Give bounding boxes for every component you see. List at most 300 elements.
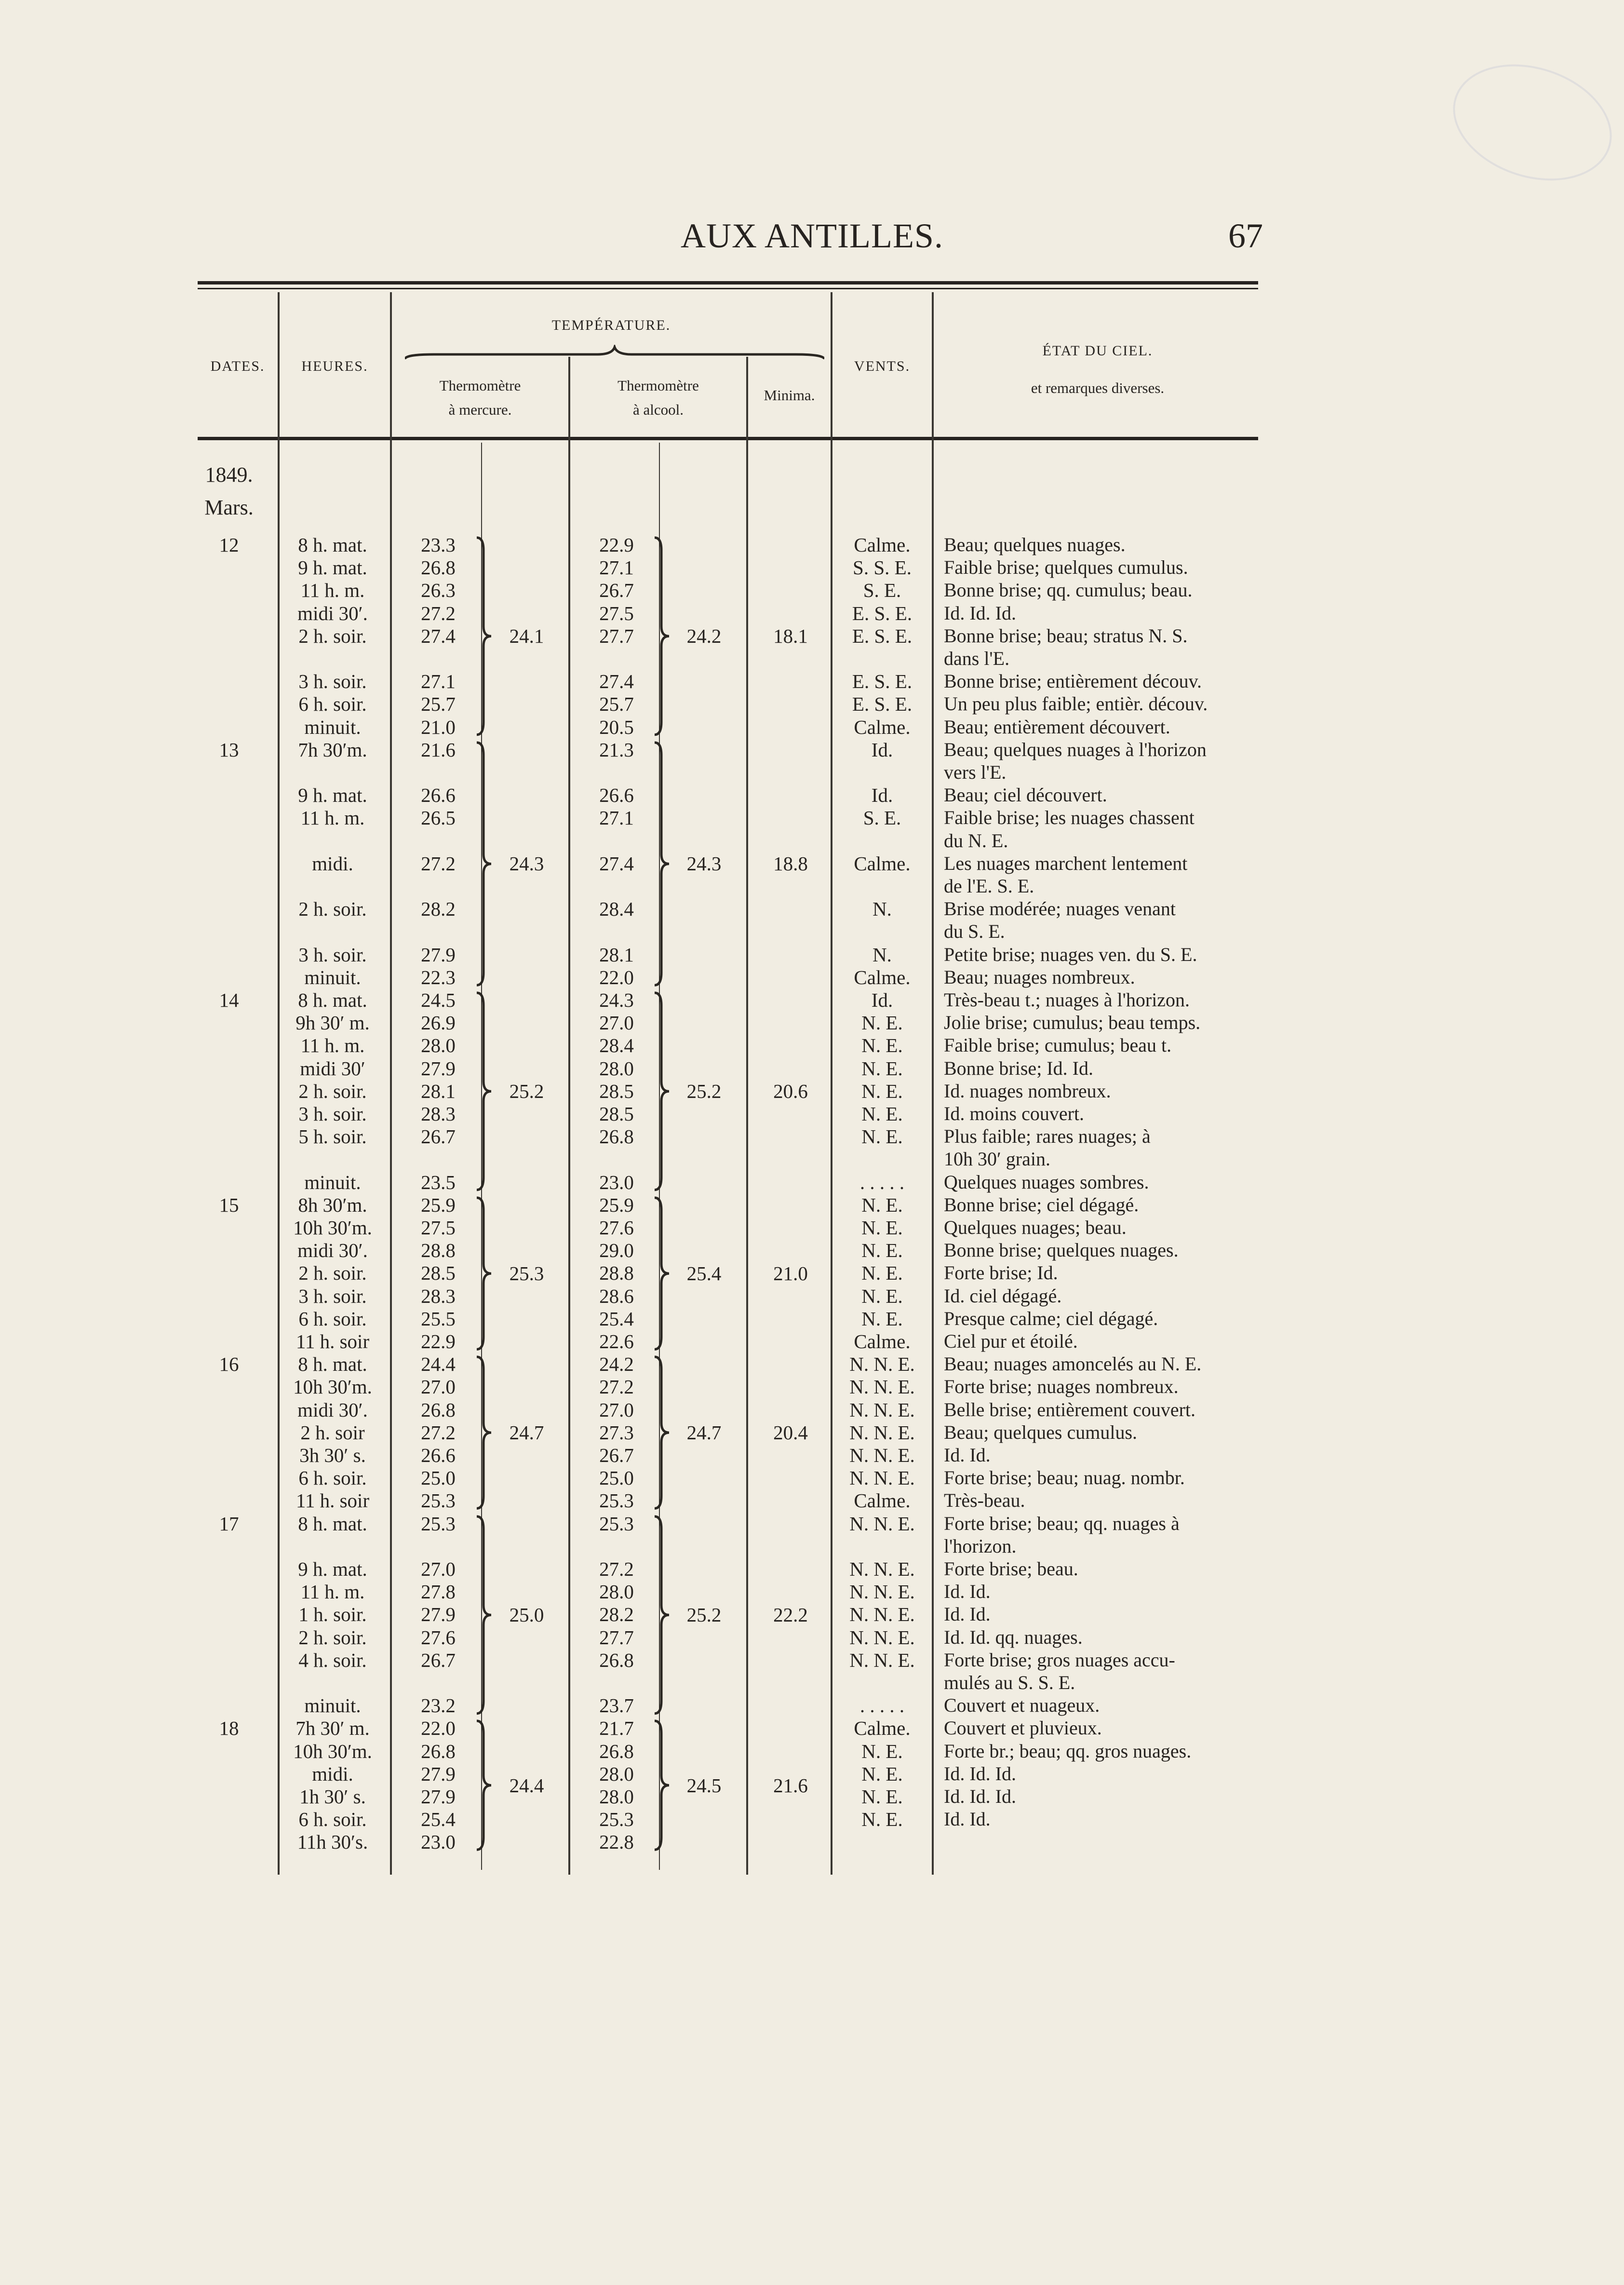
row-heure: 10h 30′m. [293, 1217, 372, 1239]
divider-dates [278, 292, 280, 1875]
row-temp-mercure: 25.7 [421, 693, 456, 716]
row-vent: N. N. E. [849, 1649, 915, 1671]
mean-alcool: 25.4 [686, 1262, 722, 1284]
row-temp-alcool: 25.4 [599, 1307, 634, 1330]
row-vent: N. E. [861, 1239, 903, 1262]
row-temp-mercure: 27.9 [421, 1762, 456, 1785]
row-heure: 8 h. mat. [298, 1512, 367, 1535]
row-etat-ciel: Beau; ciel découvert. [944, 784, 1107, 806]
minima-value: 18.1 [773, 625, 808, 648]
row-vent: Calme. [854, 716, 911, 738]
top-rule-thin [198, 288, 1258, 289]
divider-alcool [746, 357, 748, 1875]
row-etat-ciel: Un peu plus faible; entièr. découv. [944, 693, 1208, 715]
row-heure: 3 h. soir. [298, 670, 367, 693]
row-temp-alcool: 23.7 [599, 1694, 634, 1717]
row-temp-mercure: 28.5 [421, 1262, 456, 1284]
row-heure: 11 h. m. [300, 579, 365, 602]
row-temp-alcool: 28.2 [599, 1603, 634, 1626]
row-etat-ciel: Id. Id. [944, 1808, 991, 1830]
row-temp-alcool: 27.3 [599, 1421, 634, 1444]
minima-value: 22.2 [773, 1604, 808, 1626]
row-temp-alcool: 22.0 [599, 966, 634, 988]
row-etat-ciel: Couvert et pluvieux. [944, 1717, 1102, 1739]
row-vent: N. E. [861, 1034, 903, 1057]
header-vents: VENTS. [854, 358, 911, 374]
row-etat-ciel: Id. Id. [944, 1444, 991, 1466]
header-minima: Minima. [764, 387, 815, 404]
row-temp-mercure: 26.6 [421, 1444, 456, 1466]
row-etat-ciel: Bonne brise; quelques nuages. [944, 1239, 1179, 1261]
mean-mercure: 25.3 [509, 1262, 544, 1284]
row-vent: Calme. [854, 534, 911, 556]
row-vent: N. E. [861, 1808, 903, 1831]
row-temp-mercure: 25.0 [421, 1467, 456, 1489]
row-etat-ciel: Faible brise; cumulus; beau t. [944, 1034, 1172, 1056]
row-heure: 8 h. mat. [298, 1353, 367, 1376]
row-etat-ciel: Très-beau t.; nuages à l'horizon. [944, 989, 1190, 1011]
row-vent: N. N. E. [849, 1421, 915, 1444]
row-temp-mercure: 26.6 [421, 784, 456, 807]
row-vent: N. N. E. [849, 1603, 915, 1626]
row-temp-mercure: 28.1 [421, 1080, 456, 1102]
row-etat-ciel: Bonne brise; beau; stratus N. S. [944, 624, 1188, 647]
header-heures: HEURES. [301, 358, 368, 374]
header-thermo-mercure-2: à mercure. [448, 401, 512, 418]
row-temp-alcool: 27.1 [599, 807, 634, 829]
row-vent: N. E. [861, 1012, 903, 1034]
row-temp-mercure: 28.0 [421, 1034, 456, 1057]
row-temp-alcool: 27.2 [599, 1376, 634, 1398]
row-heure: 5 h. soir. [298, 1125, 367, 1148]
row-temp-alcool: 28.1 [599, 943, 634, 966]
mean-alcool: 24.2 [686, 625, 722, 648]
row-temp-mercure: 21.0 [421, 716, 456, 738]
row-temp-alcool: 24.2 [599, 1353, 634, 1376]
mean-mercure: 24.7 [509, 1421, 544, 1444]
row-temp-mercure: 27.9 [421, 943, 456, 966]
row-temp-alcool: 28.6 [599, 1284, 634, 1307]
row-etat-ciel: 10h 30′ grain. [944, 1148, 1050, 1170]
row-temp-mercure: 22.0 [421, 1717, 456, 1740]
row-heure: 11 h. m. [300, 1034, 365, 1057]
row-etat-ciel: Id. moins couvert. [944, 1103, 1085, 1124]
row-vent: N. N. E. [849, 1581, 915, 1603]
row-heure: 2 h. soir. [298, 898, 367, 920]
row-vent: Calme. [854, 1330, 911, 1352]
row-temp-mercure: 26.5 [421, 807, 456, 829]
row-vent: N. E. [861, 1284, 903, 1307]
row-etat-ciel: mulés au S. S. E. [944, 1672, 1075, 1693]
row-etat-ciel: Beau; quelques cumulus. [944, 1421, 1138, 1443]
row-temp-alcool: 29.0 [599, 1239, 634, 1262]
row-temp-mercure: 26.7 [421, 1649, 456, 1671]
row-temp-mercure: 24.5 [421, 989, 456, 1011]
row-temp-alcool: 27.0 [599, 1012, 634, 1034]
row-temp-mercure: 27.9 [421, 1603, 456, 1626]
row-temp-alcool: 26.7 [599, 579, 634, 602]
row-date: 12 [219, 534, 239, 556]
mean-mercure: 25.2 [509, 1080, 544, 1103]
row-heure: 11 h. m. [300, 1581, 365, 1603]
row-temp-alcool: 23.0 [599, 1171, 634, 1193]
row-vent: N. N. E. [849, 1398, 915, 1421]
row-vent: N. E. [861, 1193, 903, 1216]
row-etat-ciel: Forte brise; gros nuages accu- [944, 1649, 1175, 1671]
row-vent: E. S. E. [852, 670, 913, 693]
row-temp-alcool: 28.0 [599, 1581, 634, 1603]
row-heure: minuit. [304, 1171, 361, 1193]
row-temp-alcool: 28.4 [599, 898, 634, 920]
row-date: 15 [219, 1193, 239, 1216]
row-temp-alcool: 25.3 [599, 1512, 634, 1535]
row-heure: 2 h. soir. [298, 1626, 367, 1649]
row-temp-mercure: 23.5 [421, 1171, 456, 1193]
row-temp-mercure: 27.9 [421, 1785, 456, 1808]
row-etat-ciel: Id. Id. [944, 1603, 991, 1625]
row-vent: S. E. [863, 579, 901, 602]
row-temp-alcool: 25.0 [599, 1467, 634, 1489]
row-vent: E. S. E. [852, 602, 913, 624]
row-heure: minuit. [304, 966, 361, 988]
row-temp-mercure: 23.0 [421, 1831, 456, 1853]
row-temp-alcool: 27.1 [599, 556, 634, 579]
row-temp-mercure: 26.8 [421, 1740, 456, 1762]
row-vent: N. E. [861, 1080, 903, 1102]
row-temp-alcool: 28.0 [599, 1785, 634, 1808]
row-temp-mercure: 27.6 [421, 1626, 456, 1649]
row-vent: N. [872, 898, 892, 920]
mean-mercure: 24.3 [509, 852, 544, 875]
row-vent: N. N. E. [849, 1558, 915, 1580]
top-rule [198, 281, 1258, 284]
row-vent: N. E. [861, 1125, 903, 1148]
row-heure: 1h 30′ s. [299, 1785, 366, 1808]
header-rule [198, 437, 1258, 440]
row-temp-mercure: 27.2 [421, 1421, 456, 1444]
row-heure: 8 h. mat. [298, 989, 367, 1011]
row-heure: 4 h. soir. [298, 1649, 367, 1671]
header-temperature: TEMPÉRATURE. [551, 317, 671, 333]
minima-value: 21.0 [773, 1262, 808, 1284]
row-temp-mercure: 25.9 [421, 1193, 456, 1216]
row-heure: 2 h. soir [300, 1421, 365, 1444]
row-vent: N. [872, 943, 892, 966]
row-date: 18 [219, 1717, 239, 1740]
row-vent: Calme. [854, 966, 911, 988]
minima-value: 21.6 [773, 1774, 808, 1797]
header-etat-title: ÉTAT DU CIEL. [1042, 343, 1153, 359]
row-etat-ciel: Forte brise; beau; qq. nuages à [944, 1512, 1180, 1534]
row-date: 14 [219, 989, 239, 1011]
row-etat-ciel: Couvert et nuageux. [944, 1694, 1100, 1717]
row-temp-mercure: 22.9 [421, 1330, 456, 1352]
row-etat-ciel: Presque calme; ciel dégagé. [944, 1307, 1158, 1329]
row-temp-alcool: 25.9 [599, 1193, 634, 1216]
row-temp-mercure: 27.9 [421, 1057, 456, 1080]
row-temp-mercure: 26.8 [421, 1398, 456, 1421]
row-temp-mercure: 28.3 [421, 1284, 456, 1307]
row-heure: midi 30′. [297, 1239, 368, 1262]
row-temp-alcool: 27.4 [599, 670, 634, 693]
row-etat-ciel: Faible brise; les nuages chassent [944, 807, 1195, 829]
month-label: Mars. [204, 496, 254, 519]
row-etat-ciel: Id. ciel dégagé. [944, 1284, 1062, 1307]
row-heure: midi. [312, 1762, 353, 1785]
row-temp-alcool: 27.5 [599, 602, 634, 624]
row-etat-ciel: Jolie brise; cumulus; beau temps. [944, 1012, 1201, 1034]
row-temp-mercure: 27.8 [421, 1581, 456, 1603]
running-title: AUX ANTILLES. [681, 216, 943, 255]
row-etat-ciel: Petite brise; nuages ven. du S. E. [944, 943, 1197, 965]
row-temp-alcool: 26.8 [599, 1740, 634, 1762]
row-temp-mercure: 26.9 [421, 1012, 456, 1034]
row-etat-ciel: Beau; quelques nuages. [944, 534, 1126, 555]
row-temp-alcool: 27.7 [599, 1626, 634, 1649]
row-etat-ciel: Id. Id. Id. [944, 602, 1016, 624]
row-vent: N. E. [861, 1057, 903, 1080]
row-temp-alcool: 28.4 [599, 1034, 634, 1057]
row-temp-alcool: 28.8 [599, 1262, 634, 1284]
row-heure: midi. [312, 852, 353, 875]
row-temp-alcool: 25.7 [599, 693, 634, 716]
row-vent: N. N. E. [849, 1444, 915, 1466]
row-temp-mercure: 27.1 [421, 670, 456, 693]
row-temp-mercure: 27.5 [421, 1217, 456, 1239]
row-heure: 10h 30′m. [293, 1740, 372, 1762]
row-heure: 9 h. mat. [298, 556, 367, 579]
row-vent: S. E. [863, 807, 901, 829]
row-etat-ciel: Forte brise; Id. [944, 1262, 1058, 1284]
mean-alcool: 24.3 [686, 852, 722, 875]
row-temp-mercure: 22.3 [421, 966, 456, 988]
row-temp-mercure: 28.3 [421, 1103, 456, 1125]
row-temp-alcool: 21.7 [599, 1717, 634, 1740]
row-temp-alcool: 26.7 [599, 1444, 634, 1466]
row-etat-ciel: Bonne brise; Id. Id. [944, 1057, 1093, 1079]
row-temp-mercure: 27.4 [421, 624, 456, 647]
row-heure: 6 h. soir. [298, 1307, 367, 1330]
row-temp-alcool: 27.4 [599, 852, 634, 875]
row-etat-ciel: Forte br.; beau; qq. gros nuages. [944, 1740, 1192, 1762]
header-thermo-alcool-1: Thermomètre [617, 377, 699, 394]
header-thermo-mercure-1: Thermomètre [439, 377, 521, 394]
row-etat-ciel: du N. E. [944, 829, 1008, 852]
row-temp-mercure: 25.5 [421, 1307, 456, 1330]
row-heure: 2 h. soir. [298, 624, 367, 647]
row-vent: S. S. E. [853, 556, 912, 579]
row-heure: 3 h. soir. [298, 1284, 367, 1307]
row-etat-ciel: dans l'E. [944, 648, 1010, 669]
row-temp-mercure: 28.8 [421, 1239, 456, 1262]
row-temp-alcool: 22.6 [599, 1330, 634, 1352]
row-temp-mercure: 26.8 [421, 556, 456, 579]
row-vent: . . . . . [859, 1694, 905, 1717]
row-temp-alcool: 28.0 [599, 1057, 634, 1080]
row-date: 16 [219, 1353, 239, 1376]
mean-alcool: 25.2 [686, 1080, 722, 1103]
row-vent: N. E. [861, 1217, 903, 1239]
row-vent: E. S. E. [852, 624, 913, 647]
row-heure: 2 h. soir. [298, 1080, 367, 1102]
row-heure: 3 h. soir. [298, 943, 367, 966]
row-vent: N. N. E. [849, 1376, 915, 1398]
row-etat-ciel: vers l'E. [944, 761, 1007, 783]
row-etat-ciel: Id. nuages nombreux. [944, 1080, 1111, 1102]
minima-value: 20.6 [773, 1080, 808, 1103]
row-vent: N. E. [861, 1762, 903, 1785]
row-heure: 11 h. soir [295, 1330, 370, 1352]
row-vent: Calme. [854, 852, 911, 875]
row-vent: N. N. E. [849, 1626, 915, 1649]
row-etat-ciel: Quelques nuages; beau. [944, 1217, 1127, 1238]
row-heure: 6 h. soir. [298, 1808, 367, 1831]
row-etat-ciel: Beau; nuages nombreux. [944, 966, 1135, 988]
row-temp-alcool: 28.0 [599, 1762, 634, 1785]
row-temp-mercure: 23.2 [421, 1694, 456, 1717]
row-etat-ciel: du S. E. [944, 920, 1005, 943]
row-vent: N. E. [861, 1307, 903, 1330]
row-etat-ciel: Beau; quelques nuages à l'horizon [944, 738, 1207, 760]
row-heure: 3 h. soir. [298, 1103, 367, 1125]
row-vent: N. E. [861, 1262, 903, 1284]
row-vent: N. E. [861, 1103, 903, 1125]
row-heure: 9 h. mat. [298, 784, 367, 807]
row-heure: 11 h. m. [300, 807, 365, 829]
row-etat-ciel: l'horizon. [944, 1535, 1017, 1557]
row-temp-alcool: 26.8 [599, 1649, 634, 1671]
row-temp-mercure: 26.3 [421, 579, 456, 602]
row-etat-ciel: Forte brise; beau. [944, 1558, 1078, 1580]
row-etat-ciel: Faible brise; quelques cumulus. [944, 556, 1188, 579]
row-temp-alcool: 20.5 [599, 716, 634, 738]
row-etat-ciel: Beau; nuages amoncelés au N. E. [944, 1353, 1202, 1375]
row-temp-mercure: 23.3 [421, 534, 456, 556]
row-heure: 11 h. soir [295, 1489, 370, 1512]
row-temp-alcool: 25.3 [599, 1489, 634, 1512]
row-heure: midi 30′ [300, 1057, 365, 1080]
row-etat-ciel: Forte brise; beau; nuag. nombr. [944, 1467, 1185, 1489]
row-temp-alcool: 27.2 [599, 1558, 634, 1580]
header-etat-sub: et remarques diverses. [1031, 379, 1165, 396]
row-heure: 3h 30′ s. [299, 1444, 366, 1466]
row-temp-alcool: 22.9 [599, 534, 634, 556]
row-vent: Calme. [854, 1489, 911, 1512]
row-temp-mercure: 27.2 [421, 602, 456, 624]
row-etat-ciel: Bonne brise; qq. cumulus; beau. [944, 579, 1193, 601]
row-heure: 7h 30′m. [298, 738, 367, 761]
row-heure: minuit. [304, 716, 361, 738]
row-heure: 10h 30′m. [293, 1376, 372, 1398]
row-heure: 1 h. soir. [298, 1603, 367, 1626]
row-temp-mercure: 24.4 [421, 1353, 456, 1376]
mean-alcool: 24.5 [686, 1774, 722, 1797]
row-temp-mercure: 27.2 [421, 852, 456, 875]
row-heure: 6 h. soir. [298, 693, 367, 716]
row-date: 17 [219, 1512, 239, 1535]
library-stamp [1438, 45, 1624, 200]
row-vent: N. E. [861, 1785, 903, 1808]
row-etat-ciel: Très-beau. [944, 1489, 1025, 1512]
row-heure: 9 h. mat. [298, 1558, 367, 1580]
row-temp-alcool: 22.8 [599, 1831, 634, 1853]
row-temp-alcool: 26.8 [599, 1125, 634, 1148]
row-etat-ciel: Brise modérée; nuages venant [944, 898, 1176, 920]
row-vent: N. N. E. [849, 1467, 915, 1489]
row-etat-ciel: Id. Id. Id. [944, 1785, 1016, 1807]
row-vent: Calme. [854, 1717, 911, 1740]
row-vent: N. N. E. [849, 1512, 915, 1535]
row-etat-ciel: Id. Id. Id. [944, 1762, 1016, 1785]
row-etat-ciel: Bonne brise; entièrement découv. [944, 670, 1202, 692]
row-temp-alcool: 27.7 [599, 624, 634, 647]
row-heure: 2 h. soir. [298, 1262, 367, 1284]
row-temp-alcool: 27.0 [599, 1398, 634, 1421]
row-vent: Id. [871, 784, 893, 807]
mean-alcool: 24.7 [686, 1421, 722, 1444]
row-temp-alcool: 28.5 [599, 1080, 634, 1102]
row-date: 13 [219, 738, 239, 761]
row-vent: . . . . . [859, 1171, 905, 1193]
row-temp-alcool: 27.6 [599, 1217, 634, 1239]
row-etat-ciel: Les nuages marchent lentement [944, 852, 1188, 874]
row-etat-ciel: de l'E. S. E. [944, 875, 1034, 897]
row-etat-ciel: Ciel pur et étoilé. [944, 1330, 1078, 1352]
row-temp-alcool: 25.3 [599, 1808, 634, 1831]
row-temp-mercure: 28.2 [421, 898, 456, 920]
row-temp-mercure: 25.4 [421, 1808, 456, 1831]
row-vent: Id. [871, 738, 893, 761]
row-heure: midi 30′. [297, 1398, 368, 1421]
row-etat-ciel: Bonne brise; ciel dégagé. [944, 1193, 1139, 1216]
year-label: 1849. [205, 463, 253, 487]
row-heure: 8h 30′m. [298, 1193, 367, 1216]
row-temp-alcool: 21.3 [599, 738, 634, 761]
row-heure: 8 h. mat. [298, 534, 367, 556]
mean-alcool: 25.2 [686, 1604, 722, 1626]
row-heure: minuit. [304, 1694, 361, 1717]
divider-heures [390, 292, 392, 1875]
row-heure: 11h 30′s. [297, 1831, 368, 1853]
row-heure: 9h 30′ m. [295, 1012, 370, 1034]
mean-mercure: 25.0 [509, 1604, 544, 1626]
row-temp-mercure: 27.0 [421, 1376, 456, 1398]
row-temp-mercure: 25.3 [421, 1489, 456, 1512]
row-etat-ciel: Forte brise; nuages nombreux. [944, 1376, 1179, 1398]
temperature-header-brace [405, 345, 824, 364]
divider-mercure [568, 357, 570, 1875]
row-temp-alcool: 24.3 [599, 989, 634, 1011]
mean-mercure: 24.4 [509, 1774, 544, 1797]
row-vent: N. E. [861, 1740, 903, 1762]
row-etat-ciel: Plus faible; rares nuages; à [944, 1125, 1151, 1148]
row-temp-alcool: 26.6 [599, 784, 634, 807]
row-temp-mercure: 21.6 [421, 738, 456, 761]
row-heure: midi 30′. [297, 602, 368, 624]
row-vent: Id. [871, 989, 893, 1011]
header-thermo-alcool-2: à alcool. [632, 401, 684, 418]
row-etat-ciel: Id. Id. [944, 1581, 991, 1603]
mean-mercure: 24.1 [509, 625, 544, 648]
row-vent: N. N. E. [849, 1353, 915, 1376]
row-etat-ciel: Beau; entièrement découvert. [944, 716, 1170, 738]
row-etat-ciel: Quelques nuages sombres. [944, 1171, 1149, 1193]
minima-value: 18.8 [773, 852, 808, 875]
row-etat-ciel: Id. Id. qq. nuages. [944, 1626, 1083, 1648]
row-vent: E. S. E. [852, 693, 913, 716]
header-dates: DATES. [210, 358, 265, 374]
minima-value: 20.4 [773, 1421, 808, 1444]
